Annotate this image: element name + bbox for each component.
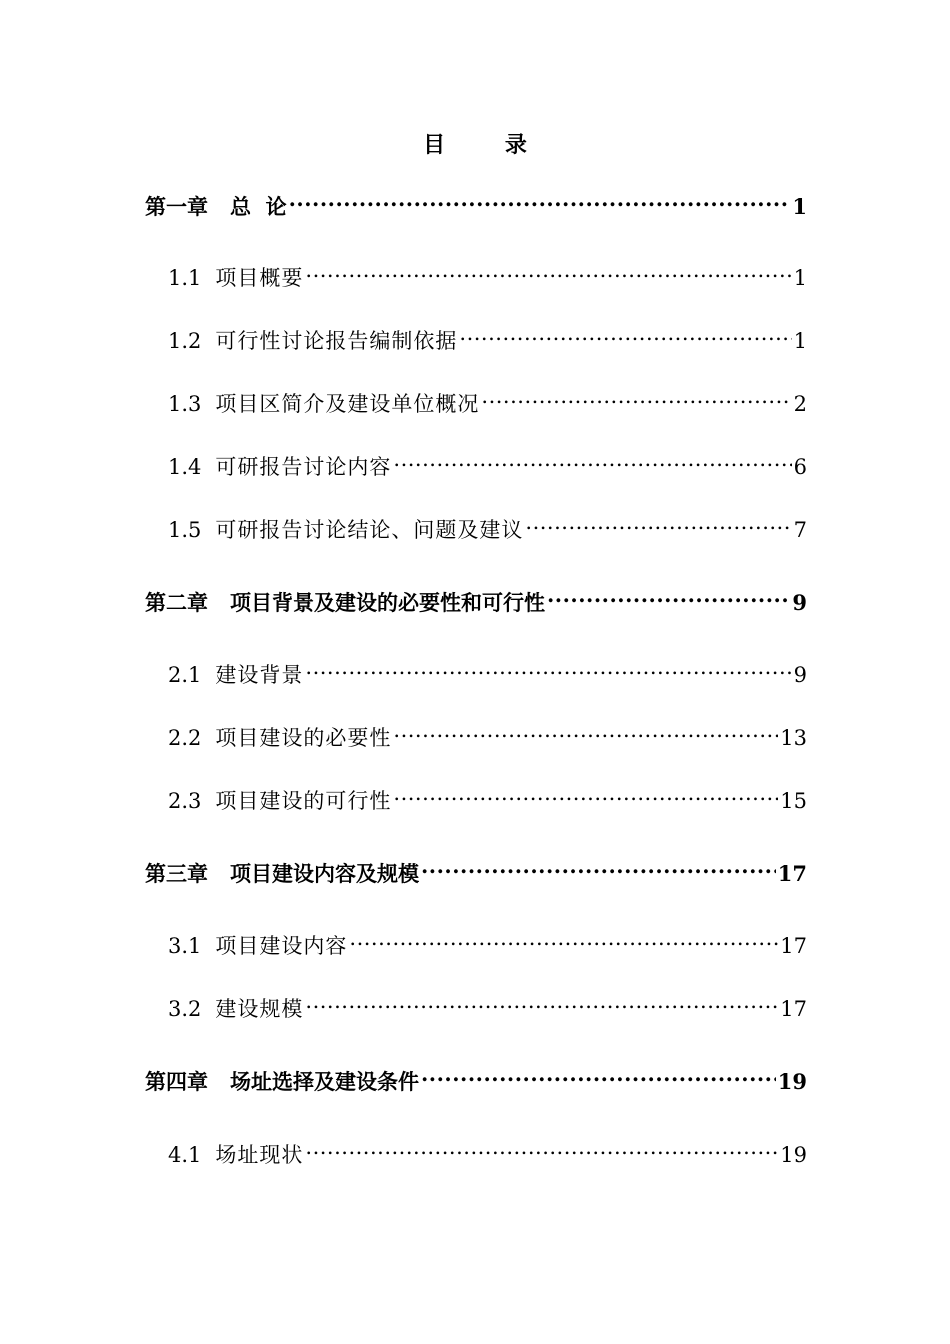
toc-entry-number: 3.2 — [168, 997, 202, 1021]
toc-section-2-3[interactable] — [168, 786, 807, 816]
toc-entry-label: 总 论 — [230, 194, 287, 219]
dot-leader — [289, 194, 791, 214]
toc-entry-label: 可研报告讨论内容 — [215, 455, 392, 479]
toc-entry-number: 3.1 — [168, 934, 202, 958]
toc-entry-number: 2.3 — [168, 789, 202, 813]
dot-leader — [393, 725, 778, 745]
toc-section-1-2[interactable] — [168, 326, 807, 356]
dot-leader — [305, 996, 778, 1016]
dot-leader — [393, 788, 778, 808]
toc-entry-label: 项目区简介及建设单位概况 — [215, 392, 480, 416]
toc-entry-page: 17 — [777, 861, 807, 886]
toc-section-1-3[interactable] — [168, 389, 807, 419]
toc-entry-page: 9 — [792, 590, 807, 615]
toc-section-2-1[interactable] — [168, 660, 807, 690]
toc-section-2-2[interactable] — [168, 723, 807, 753]
toc-entry-number: 2.2 — [168, 726, 202, 750]
toc-entry-page: 19 — [777, 1069, 807, 1094]
toc-entry-number: 4.1 — [168, 1143, 202, 1167]
toc-chapter-3[interactable] — [145, 859, 807, 889]
toc-entry-label: 场址选择及建设条件 — [230, 1069, 419, 1094]
dot-leader — [349, 933, 778, 953]
toc-entry-page: 1 — [792, 194, 807, 219]
toc-chapter-1[interactable] — [145, 192, 807, 222]
toc-entry-page: 17 — [780, 934, 807, 958]
dot-leader — [459, 328, 791, 348]
dot-leader — [421, 1069, 776, 1089]
toc-entry-label: 可研报告讨论结论、问题及建议 — [215, 518, 524, 542]
toc-entry-page: 13 — [780, 726, 807, 750]
dot-leader — [393, 454, 791, 474]
toc-entry-number: 第一章 — [145, 194, 208, 219]
toc-title: 目 录 — [423, 132, 553, 158]
toc-section-4-1[interactable] — [168, 1140, 807, 1170]
toc-section-3-1[interactable] — [168, 931, 807, 961]
toc-chapter-2[interactable] — [145, 588, 807, 618]
toc-section-3-2[interactable] — [168, 994, 807, 1024]
toc-entry-page: 7 — [793, 518, 807, 542]
toc-entry-number: 第二章 — [145, 590, 208, 615]
toc-entry-label: 项目建设内容 — [215, 934, 348, 958]
toc-entry-page: 6 — [793, 455, 807, 479]
dot-leader — [305, 1142, 778, 1162]
toc-section-1-5[interactable] — [168, 515, 807, 545]
toc-entry-label: 项目建设的可行性 — [215, 789, 392, 813]
toc-entry-number: 第三章 — [145, 861, 208, 886]
toc-entry-number: 1.2 — [168, 329, 202, 353]
dot-leader — [547, 590, 790, 610]
toc-entry-page: 1 — [793, 329, 807, 353]
dot-leader — [481, 391, 791, 411]
toc-entry-label: 建设背景 — [215, 663, 304, 687]
toc-entry-page: 15 — [780, 789, 807, 813]
toc-entry-label: 项目建设的必要性 — [215, 726, 392, 750]
toc-entry-label: 项目建设内容及规模 — [230, 861, 419, 886]
toc-entry-number: 第四章 — [145, 1069, 208, 1094]
toc-entry-page: 1 — [793, 266, 807, 290]
toc-entry-number: 1.3 — [168, 392, 202, 416]
toc-entry-label: 可行性讨论报告编制依据 — [215, 329, 458, 353]
toc-entry-label: 场址现状 — [215, 1143, 304, 1167]
toc-entry-page: 19 — [780, 1143, 807, 1167]
toc-section-1-1[interactable] — [168, 263, 807, 293]
dot-leader — [305, 662, 791, 682]
toc-entry-number: 1.1 — [168, 266, 202, 290]
toc-entry-number: 1.5 — [168, 518, 202, 542]
toc-entry-label: 项目背景及建设的必要性和可行性 — [230, 590, 545, 615]
dot-leader — [525, 517, 791, 537]
toc-entry-page: 2 — [793, 392, 807, 416]
dot-leader — [421, 861, 776, 881]
toc-chapter-4[interactable] — [145, 1067, 807, 1097]
dot-leader — [305, 265, 791, 285]
toc-entry-number: 2.1 — [168, 663, 202, 687]
toc-section-1-4[interactable] — [168, 452, 807, 482]
toc-entry-label: 项目概要 — [215, 266, 304, 290]
toc-entry-label: 建设规模 — [215, 997, 304, 1021]
toc-entry-number: 1.4 — [168, 455, 202, 479]
toc-entry-page: 17 — [780, 997, 807, 1021]
toc-entry-page: 9 — [793, 663, 807, 687]
